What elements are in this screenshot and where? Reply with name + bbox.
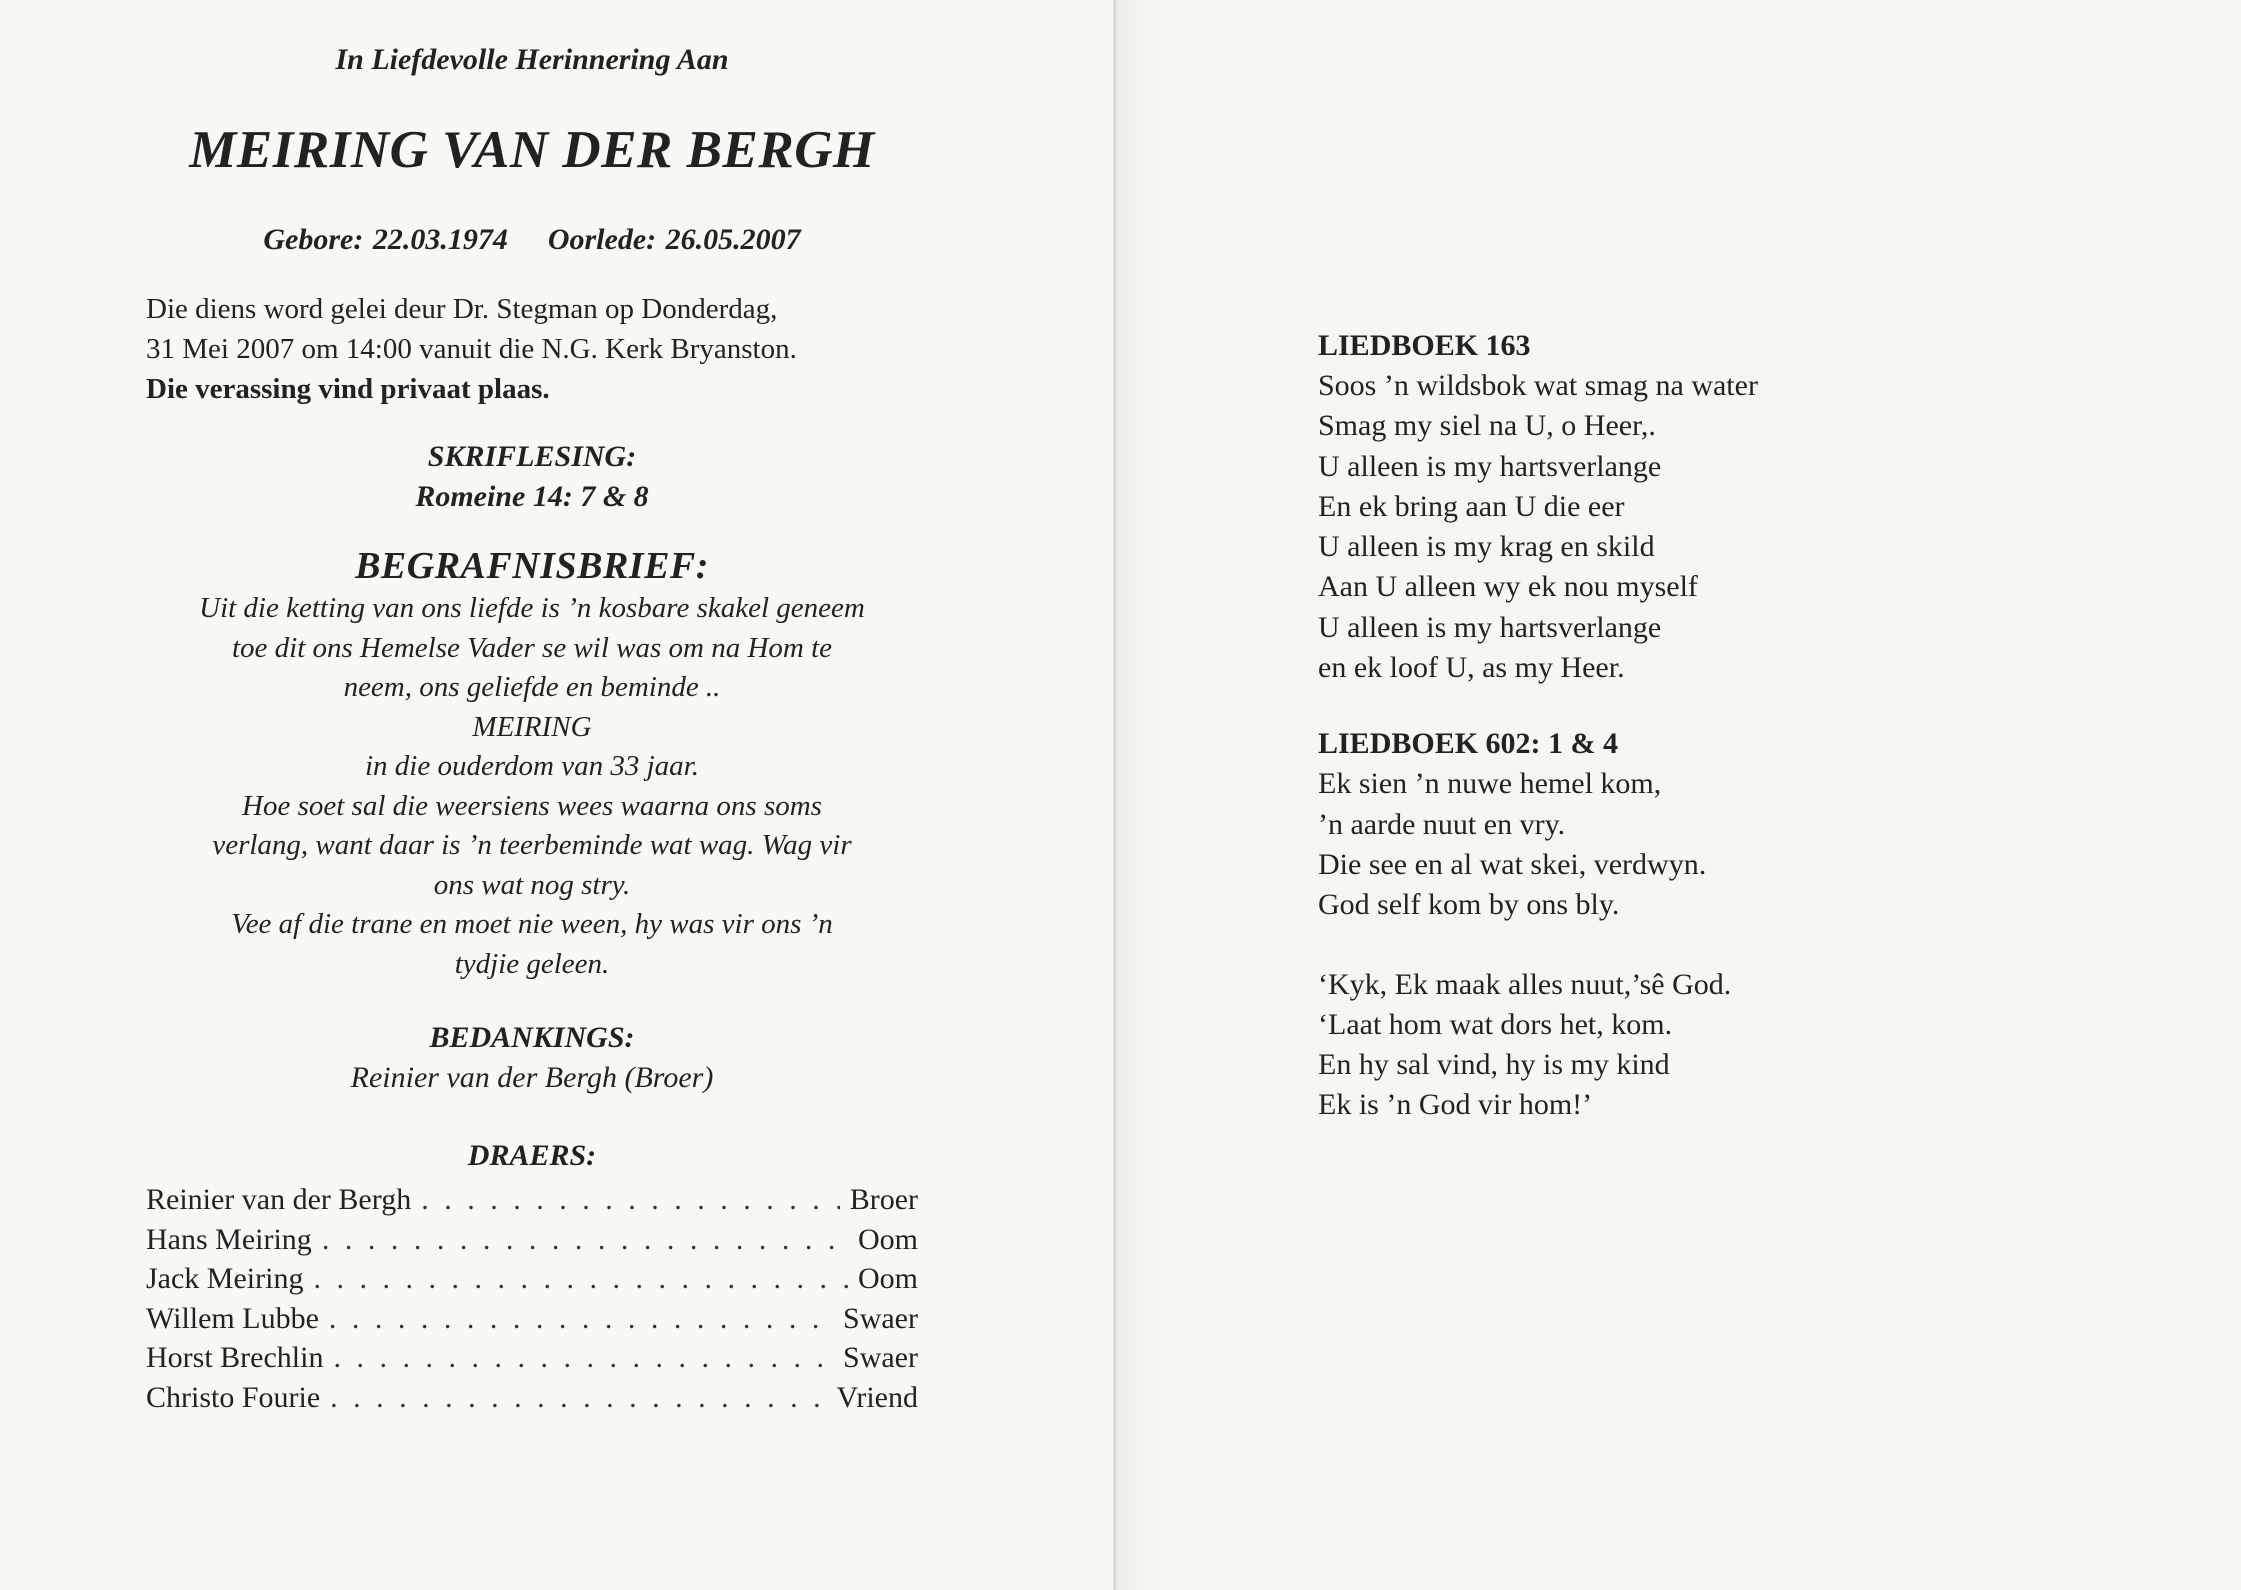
- scripture-title: SKRIFLESING:: [427, 440, 637, 474]
- pallbearer-name: Christo Fourie: [146, 1380, 321, 1414]
- died-date: Oorlede: 26.05.2007: [547, 223, 801, 257]
- pallbearer-relation: Vriend: [836, 1380, 918, 1414]
- service-info: [146, 289, 918, 409]
- hymn-line: U alleen is my hartsverlange: [1318, 449, 1662, 483]
- hymn-line: En ek bring aan U die eer: [1318, 489, 1625, 523]
- pallbearer-row: [146, 1220, 918, 1260]
- pallbearer-relation: Broer: [849, 1183, 918, 1217]
- pallbearer-relation: Swaer: [843, 1341, 918, 1375]
- memorial-header: In Liefdevolle Herinnering Aan: [335, 43, 729, 76]
- leader-dots: [421, 1180, 839, 1220]
- scripture-section: [146, 437, 918, 517]
- leader-dots: [322, 1220, 848, 1260]
- service-line: Die diens word gelei deur Dr. Stegman op Donderdag,: [146, 293, 778, 326]
- hymn-line: God self kom by ons bly.: [1318, 888, 1620, 922]
- hymn-title: LIEDBOEK 163: [1318, 329, 1531, 362]
- funeral-letter-line: in die ouderdom van 33 jaar.: [364, 750, 699, 783]
- hymn-title: LIEDBOEK 602: 1 & 4: [1318, 727, 1619, 761]
- pallbearer-name: Willem Lubbe: [146, 1301, 319, 1335]
- pallbearers-title: DRAERS:: [467, 1139, 597, 1173]
- pallbearer-row: [146, 1180, 918, 1220]
- thanks-name: Reinier van der Bergh (Broer): [350, 1061, 714, 1095]
- hymn-line: ‘Kyk, Ek maak alles nuut,’sê God.: [1318, 967, 1732, 1001]
- hymn-line: ‘Laat hom wat dors het, kom.: [1318, 1007, 1673, 1041]
- right-column: [1318, 326, 2018, 1126]
- pallbearer-relation: Oom: [858, 1222, 918, 1256]
- funeral-letter-section: [146, 543, 918, 984]
- deceased-name: MEIRING VAN DER BERGH: [189, 121, 875, 179]
- born-date: Gebore: 22.03.1974: [263, 223, 508, 257]
- funeral-letter-line: ons wat nog stry.: [433, 868, 631, 901]
- service-line: 31 Mei 2007 om 14:00 vanuit die N.G. Kerk Bryanston.: [146, 333, 797, 366]
- pallbearers-list: [146, 1180, 918, 1417]
- leader-dots: [330, 1378, 826, 1418]
- hymn-163: [1318, 326, 2018, 688]
- hymn-line: Smag my siel na U, o Heer,.: [1318, 409, 1656, 443]
- funeral-letter-line: Hoe soet sal die weersiens wees waarna ons soms: [242, 789, 822, 822]
- life-dates: [146, 223, 918, 257]
- hymn-line: ’n aarde nuut en vry.: [1318, 807, 1566, 841]
- hymn-line: Soos ’n wildsbok wat smag na water: [1318, 369, 1758, 402]
- pallbearer-name: Reinier van der Bergh: [146, 1183, 412, 1217]
- leader-dots: [333, 1338, 833, 1378]
- hymn-line: Aan U alleen wy ek nou myself: [1318, 570, 1698, 604]
- pallbearer-row: [146, 1378, 918, 1418]
- pallbearer-row: [146, 1299, 918, 1339]
- hymn-line: en ek loof U, as my Heer.: [1318, 651, 1625, 685]
- hymn-line: Ek sien ’n nuwe hemel kom,: [1318, 767, 1662, 801]
- hymn-line: Ek is ’n God vir hom!’: [1318, 1088, 1593, 1122]
- funeral-letter-title: BEGRAFNISBRIEF:: [355, 545, 709, 588]
- funeral-letter-line: tydjie geleen.: [454, 947, 610, 980]
- funeral-letter-line: Uit die ketting van ons liefde is ’n kosbare skakel geneem: [199, 592, 865, 625]
- funeral-letter-line: verlang, want daar is ’n teerbeminde wat wag. Wag vir: [212, 829, 852, 862]
- hymn-verse: [1318, 965, 2018, 1126]
- hymn-line: En hy sal vind, hy is my kind: [1318, 1048, 1670, 1082]
- scripture-reference: Romeine 14: 7 & 8: [415, 480, 649, 514]
- hymn-line: Die see en al wat skei, verdwyn.: [1318, 847, 1707, 881]
- hymn-line: U alleen is my krag en skild: [1318, 530, 1655, 564]
- leader-dots: [329, 1299, 833, 1339]
- pallbearer-relation: Swaer: [843, 1301, 918, 1335]
- cremation-note: Die verassing vind privaat plaas.: [146, 373, 550, 406]
- pallbearer-relation: Oom: [858, 1262, 918, 1296]
- thanks-section: [146, 1018, 918, 1098]
- pallbearer-row: [146, 1338, 918, 1378]
- pallbearers-section: [146, 1136, 918, 1417]
- hymn-602: [1318, 724, 2018, 1125]
- hymn-line: U alleen is my hartsverlange: [1318, 610, 1662, 644]
- pallbearer-name: Hans Meiring: [146, 1222, 312, 1256]
- thanks-title: BEDANKINGS:: [429, 1021, 635, 1055]
- funeral-letter-line: Vee af die trane en moet nie ween, hy was vir ons ’n: [231, 908, 833, 941]
- left-column: [146, 40, 918, 1417]
- pallbearer-row: [146, 1259, 918, 1299]
- funeral-letter-line: neem, ons geliefde en beminde ..: [343, 671, 721, 704]
- leader-dots: [313, 1259, 848, 1299]
- funeral-letter-line: MEIRING: [472, 710, 592, 743]
- fold-shadow: [1117, 0, 1157, 1590]
- funeral-letter-line: toe dit ons Hemelse Vader se wil was om na Hom te: [231, 631, 833, 664]
- pallbearer-name: Horst Brechlin: [146, 1341, 324, 1375]
- pallbearer-name: Jack Meiring: [146, 1262, 304, 1296]
